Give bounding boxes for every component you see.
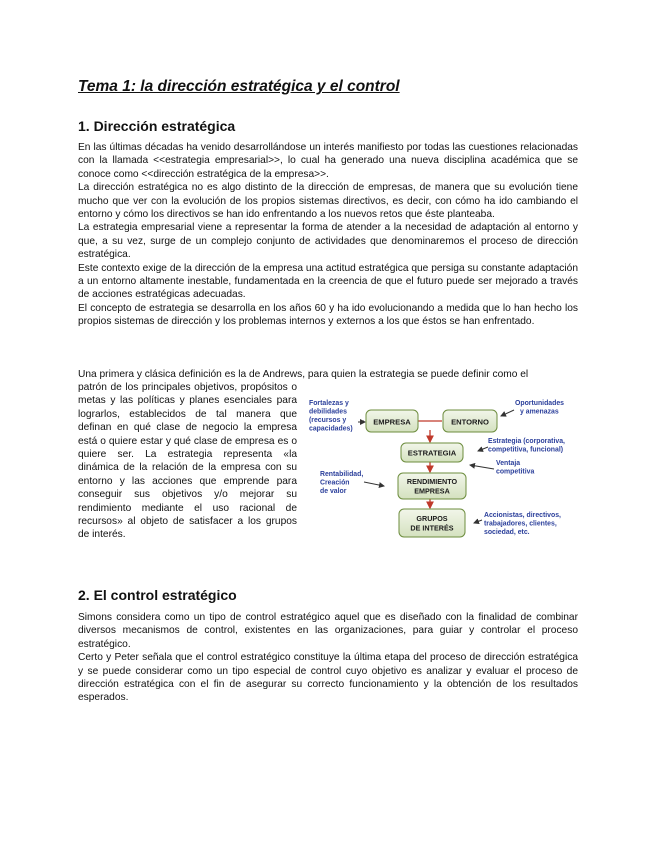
label-rentabilidad-1: Rentabilidad, bbox=[320, 471, 364, 478]
label-rentabilidad-3: de valor bbox=[320, 488, 347, 495]
document-title: Tema 1: la dirección estratégica y el control bbox=[78, 78, 400, 95]
label-fortalezas-4: capacidades) bbox=[309, 425, 353, 433]
paragraph: Simons considera como un tipo de control estratégico aquel que es diseñado con la finalidad de combinar diversos mecanismos de control, existentes en las organizaciones, para guiar y controlar el proceso estratégico. bbox=[78, 612, 578, 650]
section-1-body bbox=[78, 141, 578, 329]
arrow-tipos-to-estrategia bbox=[478, 447, 488, 451]
box-empresa-label: EMPRESA bbox=[373, 417, 411, 427]
label-fortalezas-3: (recursos y bbox=[309, 417, 347, 424]
box-rendimiento-label-2: EMPRESA bbox=[414, 486, 450, 496]
label-oportunidades-1: Oportunidades bbox=[515, 400, 565, 407]
paragraph: Este contexto exige de la dirección de la empresa una actitud estratégica que persiga su constante adaptación a un entorno altamente inestable, fundamentada en la creencia de que el futuro puede ser mejorado a través de acciones estratégicas adecuadas. bbox=[78, 262, 578, 301]
box-grupos-label-2: DE INTERÉS bbox=[410, 523, 454, 533]
arrow-rentabilidad-to-rendimiento bbox=[364, 482, 384, 486]
section-2-heading: 2. El control estratégico bbox=[78, 587, 237, 603]
label-ventaja-1: Ventaja bbox=[496, 460, 521, 467]
strategy-diagram bbox=[302, 392, 586, 540]
arrow-oportunidades-to-entorno bbox=[501, 410, 514, 416]
paragraph: Certo y Peter señala que el control estratégico constituye la última etapa del proceso de dirección estratégica y se puede considerar como un tipo especial de control cuyo objetivo es analizar y evaluar el proceso de dirección estratégica con el fin de asegurar su correcto funcionamiento y la obtención de los resultados esperados. bbox=[78, 652, 578, 704]
box-grupos-label-1: GRUPOS bbox=[416, 514, 448, 523]
label-accionistas-1: Accionistas, directivos, bbox=[484, 512, 561, 519]
label-rentabilidad-2: Creación bbox=[320, 479, 350, 487]
section-2-body bbox=[78, 611, 578, 705]
andrews-definition bbox=[78, 381, 297, 542]
paragraph: La estrategia empresarial viene a representar la forma de atender a la necesidad de adaptación al entorno y que, a su vez, surge de un complejo conjunto de actividades que denominaremos el proceso de dirección estratégica. bbox=[78, 222, 578, 261]
box-estrategia-label: ESTRATEGIA bbox=[407, 448, 457, 458]
andrews-intro-line: Una primera y clásica definición es la de Andrews, para quien la estrategia se puede definir como el bbox=[78, 369, 529, 380]
label-fortalezas-1: Fortalezas y bbox=[309, 400, 349, 407]
box-rendimiento-label-1: RENDIMIENTO bbox=[406, 477, 458, 486]
arrow-ventaja bbox=[470, 465, 494, 469]
label-ventaja-2: competitiva bbox=[496, 468, 535, 476]
section-1-heading: 1. Dirección estratégica bbox=[78, 118, 236, 134]
label-fortalezas-2: debilidades bbox=[309, 408, 347, 416]
paragraph: patrón de los principales objetivos, propósitos o metas y las políticas y planes esenciales para lograrlos, establecidos de tal manera que definan en qué clase de negocio la empresa está o quiere estar y qué clase de empresa es o quiere ser. La estrategia representa «la dinámica de la relación de la empresa con su entorno y las acciones que emprende para conseguir sus objetivos y/o mejorar su rendimiento mediante el uso racional de recursos» al objeto de satisfacer a los grupos de interés. bbox=[78, 382, 297, 541]
label-accionistas-3: sociedad, etc. bbox=[484, 529, 530, 536]
paragraph: En las últimas décadas ha venido desarrollándose un interés manifiesto por todas las cuestiones relacionadas con la llamada <<estrategia empresarial>>, lo cual ha generado una nueva disciplina académica que se conoce como <<dirección estratégica de la empresa>>. bbox=[78, 142, 578, 180]
paragraph: La dirección estratégica no es algo distinto de la dirección de empresas, de manera que su evolución tiene mucho que ver con la evolución de los propios sistemas directivos, es decir, con cómo ha ido cambiando el entorno y cómo los directivos se han ido enfrentando a los nuevos retos que éste planteaba. bbox=[78, 182, 578, 221]
paragraph: El concepto de estrategia se desarrolla en los años 60 y ha ido evolucionando a medida que lo han hecho los propios sistemas de dirección y los problemas internos y externos a los que éstos se han enfrentado. bbox=[78, 302, 578, 328]
label-oportunidades-2: y amenazas bbox=[520, 408, 559, 416]
box-entorno-label: ENTORNO bbox=[451, 417, 489, 427]
label-accionistas-2: trabajadores, clientes, bbox=[484, 520, 557, 528]
label-estrategia-tipos-1: Estrategia (corporativa, bbox=[488, 438, 565, 445]
arrow-accionistas-to-grupos bbox=[474, 520, 482, 523]
label-estrategia-tipos-2: competitiva, funcional) bbox=[488, 446, 564, 454]
